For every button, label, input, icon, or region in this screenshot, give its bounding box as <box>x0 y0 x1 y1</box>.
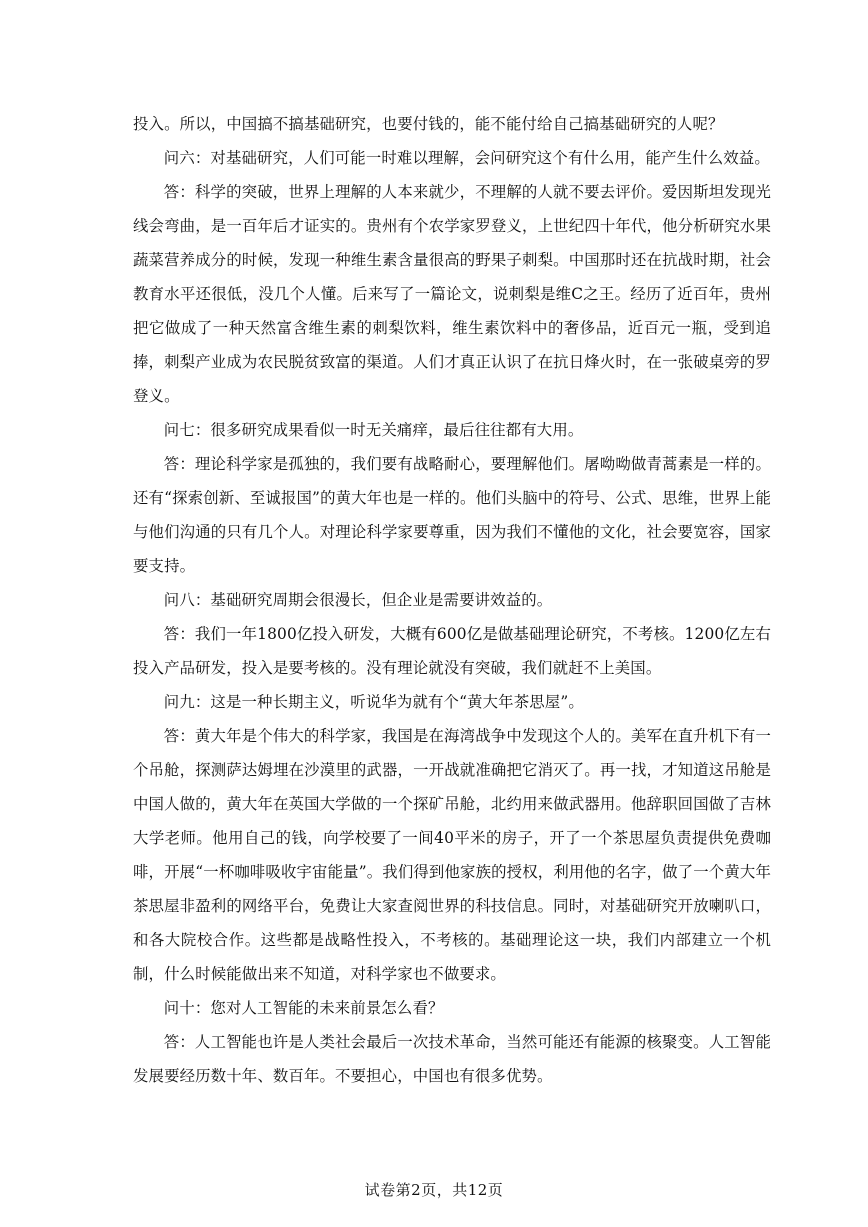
question-ten: 问十：您对人工智能的未来前景怎么看？ <box>163 999 444 1017</box>
answer-seven: 答：理论科学家是孤独的，我们要有战略耐心，要理解他们。屠呦呦做青蒿素是一样的。还有“探索创新、至诚报国”的黄大年也是一样的。他们头脑中的符号、公式、思维，世界上能与他们沟通的只有几个人。对理论科学家要尊重，因为我们不懂他的文化，社会要宽容，国家要支持。 <box>133 455 771 575</box>
answer-eight: 答：我们一年1800亿投入研发，大概有600亿是做基础理论研究，不考核。1200亿左右投入产品研发，投入是要考核的。没有理论就没有突破，我们就赶不上美国。 <box>133 625 771 677</box>
question-eight: 问八：基础研究周期会很漫长，但企业是需要讲效益的。 <box>163 591 553 609</box>
question-six: 问六：对基础研究，人们可能一时难以理解，会问研究这个有什么用，能产生什么效益。 <box>163 149 770 167</box>
document-body <box>133 107 771 1093</box>
answer-six: 答：科学的突破，世界上理解的人本来就少，不理解的人就不要去评价。爱因斯坦发现光线会弯曲，是一百年后才证实的。贵州有个农学家罗登义，上世纪四十年代，他分析研究水果蔬菜营养成分的时候，发现一种维生素含量很高的野果子刺梨。中国那时还在抗战时期，社会教育水平还很低，没几个人懂。后来写了一篇论文，说刺梨是维C之王。经历了近百年，贵州把它做成了一种天然富含维生素的刺梨饮料，维生素饮料中的奢侈品，近百元一瓶，受到追捧，刺梨产业成为农民脱贫致富的渠道。人们才真正认识了在抗日烽火时，在一张破桌旁的罗登义。 <box>133 183 771 405</box>
paragraph-continuation: 投入。所以，中国搞不搞基础研究，也要付钱的，能不能付给自己搞基础研究的人呢？ <box>133 115 724 133</box>
answer-ten: 答：人工智能也许是人类社会最后一次技术革命，当然可能还有能源的核聚变。人工智能发展要经历数十年、数百年。不要担心，中国也有很多优势。 <box>133 1033 771 1085</box>
page-footer: 试卷第2页，共12页 <box>364 1181 504 1199</box>
question-seven: 问七：很多研究成果看似一时无关痛痒，最后往往都有大用。 <box>163 421 584 439</box>
answer-nine: 答：黄大年是个伟大的科学家，我国是在海湾战争中发现这个人的。美军在直升机下有一个吊舱，探测萨达姆埋在沙漠里的武器，一开战就准确把它消灭了。再一找，才知道这吊舱是中国人做的，黄大年在英国大学做的一个探矿吊舱，北约用来做武器用。他辞职回国做了吉林大学老师。他用自己的钱，向学校要了一间40平米的房子，开了一个茶思屋负责提供免费咖啡，开展“一杯咖啡吸收宇宙能量”。我们得到他家族的授权，利用他的名字，做了一个黄大年茶思屋非盈利的网络平台，免费让大家查阅世界的科技信息。同时，对基础研究开放喇叭口，和各大院校合作。这些都是战略性投入，不考核的。基础理论这一块，我们内部建立一个机制，什么时候能做出来不知道，对科学家也不做要求。 <box>133 727 771 983</box>
question-nine: 问九：这是一种长期主义，听说华为就有个“黄大年茶思屋”。 <box>163 693 584 711</box>
